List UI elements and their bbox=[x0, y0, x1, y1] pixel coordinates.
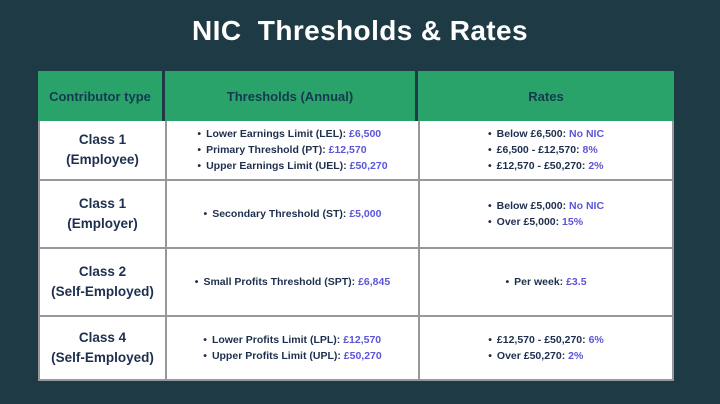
contributor-class: Class 2 bbox=[78, 264, 127, 280]
rate-item bbox=[505, 274, 586, 290]
bullet-icon: • bbox=[203, 350, 207, 362]
table-row bbox=[40, 249, 672, 317]
threshold-item-label: Upper Earnings Limit (UEL): bbox=[206, 160, 347, 173]
threshold-item bbox=[203, 348, 382, 364]
threshold-item-value: £5,000 bbox=[349, 207, 382, 220]
header-thresholds: Thresholds (Annual) bbox=[165, 71, 418, 121]
rate-item-label: Over £50,270: bbox=[496, 350, 566, 362]
bullet-icon: • bbox=[197, 143, 202, 156]
threshold-item-value: £6,845 bbox=[358, 275, 391, 288]
threshold-item-label: Lower Profits Limit (LPL): bbox=[211, 333, 341, 346]
table-row bbox=[40, 317, 672, 379]
threshold-item-value: £12,570 bbox=[328, 143, 367, 156]
threshold-item-value: £50,270 bbox=[343, 350, 382, 362]
thresholds-list bbox=[195, 274, 390, 290]
contributor-class: Class 1 bbox=[78, 196, 127, 212]
rate-item-label: £12,570 - £50,270: bbox=[496, 160, 586, 173]
threshold-item-label: Primary Threshold (PT): bbox=[206, 143, 326, 156]
rates-list bbox=[488, 126, 604, 175]
threshold-item bbox=[197, 158, 387, 174]
contributor-name bbox=[67, 194, 138, 233]
rate-item-value: No NIC bbox=[569, 199, 605, 212]
thresholds-cell bbox=[167, 249, 420, 315]
rate-item-value: 2% bbox=[568, 350, 584, 362]
nic-table bbox=[38, 71, 674, 381]
table-header-row bbox=[38, 71, 674, 121]
bullet-icon: • bbox=[197, 160, 202, 173]
header-rates: Rates bbox=[418, 71, 674, 121]
contributor-cell bbox=[40, 121, 167, 179]
threshold-item bbox=[195, 274, 390, 290]
bullet-icon: • bbox=[487, 127, 492, 140]
rate-item-label: Below £6,500: bbox=[496, 127, 567, 140]
bullet-icon: • bbox=[203, 207, 208, 220]
contributor-subtype: (Employer) bbox=[67, 216, 138, 231]
contributor-cell bbox=[40, 249, 167, 315]
thresholds-list bbox=[197, 126, 387, 175]
rates-cell bbox=[420, 249, 672, 315]
table-row bbox=[40, 121, 672, 181]
threshold-item-label: Upper Profits Limit (UPL): bbox=[211, 350, 341, 362]
rate-item-value: 6% bbox=[588, 333, 604, 346]
rate-item-label: £12,570 - £50,270: bbox=[496, 333, 586, 346]
bullet-icon: • bbox=[203, 333, 207, 346]
contributor-name bbox=[66, 130, 139, 169]
contributor-subtype: (Employee) bbox=[66, 152, 139, 167]
threshold-item-value: £12,570 bbox=[343, 333, 382, 346]
threshold-item bbox=[197, 126, 387, 142]
threshold-item-label: Secondary Threshold (ST): bbox=[212, 207, 347, 220]
header-contributor-type: Contributor type bbox=[38, 71, 165, 121]
contributor-class: Class 1 bbox=[78, 132, 127, 148]
rate-item-label: Per week: bbox=[514, 275, 564, 288]
contributor-subtype: (Self-Employed) bbox=[51, 284, 154, 299]
contributor-class: Class 4 bbox=[78, 330, 127, 346]
threshold-item-value: £50,270 bbox=[349, 160, 388, 173]
threshold-item-label: Lower Earnings Limit (LEL): bbox=[206, 127, 347, 140]
threshold-item bbox=[204, 206, 382, 222]
rate-item bbox=[488, 214, 604, 230]
bullet-icon: • bbox=[194, 275, 199, 288]
rate-item bbox=[488, 198, 604, 214]
rates-list bbox=[488, 198, 604, 231]
bullet-icon: • bbox=[488, 350, 492, 362]
rates-list bbox=[505, 274, 586, 290]
rate-item bbox=[488, 348, 604, 364]
rate-item bbox=[488, 126, 604, 142]
contributor-name bbox=[51, 262, 154, 301]
thresholds-list bbox=[204, 206, 382, 222]
rate-item-value: £3.5 bbox=[566, 275, 587, 288]
contributor-cell bbox=[40, 181, 167, 247]
rate-item bbox=[488, 142, 604, 158]
threshold-item bbox=[197, 142, 387, 158]
rate-item-value: 15% bbox=[562, 216, 584, 228]
rate-item-label: Below £5,000: bbox=[496, 199, 567, 212]
rates-cell bbox=[420, 317, 672, 379]
table-row bbox=[40, 181, 672, 249]
bullet-icon: • bbox=[487, 143, 492, 156]
contributor-name bbox=[51, 328, 154, 367]
rate-item-value: 8% bbox=[582, 143, 598, 156]
threshold-item-label: Small Profits Threshold (SPT): bbox=[203, 275, 356, 288]
rates-cell bbox=[420, 181, 672, 247]
thresholds-cell bbox=[167, 181, 420, 247]
bullet-icon: • bbox=[505, 275, 510, 288]
thresholds-cell bbox=[167, 121, 420, 179]
thresholds-list bbox=[203, 332, 382, 365]
contributor-cell bbox=[40, 317, 167, 379]
bullet-icon: • bbox=[487, 160, 492, 173]
bullet-icon: • bbox=[487, 216, 492, 228]
rate-item-label: £6,500 - £12,570: bbox=[496, 143, 580, 156]
threshold-item bbox=[203, 332, 382, 348]
rate-item bbox=[488, 158, 604, 174]
rate-item-value: 2% bbox=[588, 160, 604, 173]
rate-item-value: No NIC bbox=[569, 127, 605, 140]
page-title: NIC Thresholds & Rates bbox=[192, 15, 528, 46]
rates-list bbox=[488, 332, 604, 365]
bullet-icon: • bbox=[488, 333, 492, 346]
rate-item bbox=[488, 332, 604, 348]
threshold-item-value: £6,500 bbox=[349, 127, 382, 140]
table-body bbox=[38, 121, 674, 381]
bullet-icon: • bbox=[487, 199, 492, 212]
thresholds-cell bbox=[167, 317, 420, 379]
rates-cell bbox=[420, 121, 672, 179]
contributor-subtype: (Self-Employed) bbox=[51, 350, 154, 365]
rate-item-label: Over £5,000: bbox=[496, 216, 560, 228]
bullet-icon: • bbox=[197, 127, 202, 140]
